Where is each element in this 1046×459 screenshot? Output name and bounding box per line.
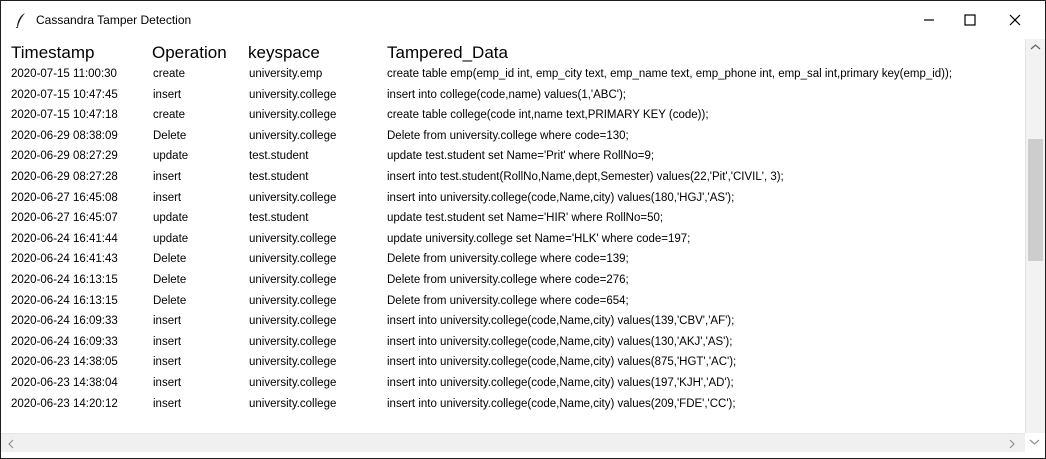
arrow-down-icon[interactable]: [1029, 438, 1040, 446]
header-operation: Operation: [152, 43, 227, 62]
vertical-scroll-thumb[interactable]: [1028, 139, 1043, 261]
arrow-left-icon[interactable]: [7, 439, 15, 449]
cell-operation: create: [153, 109, 185, 122]
cell-operation: insert: [153, 171, 182, 183]
cell-operation: Delete: [153, 253, 187, 266]
table-row[interactable]: [5, 168, 1025, 188]
minimize-button[interactable]: [915, 9, 943, 31]
cell-timestamp: 2020-06-29 08:27:29: [11, 150, 118, 163]
table-row[interactable]: [5, 271, 1025, 291]
cell-keyspace: test.student: [249, 171, 309, 183]
cell-timestamp: 2020-06-23 14:20:12: [11, 397, 118, 410]
arrow-right-icon[interactable]: [1008, 439, 1016, 449]
cell-keyspace: university.college: [249, 356, 337, 369]
cell-operation: update: [153, 232, 189, 245]
cell-tampered-data: insert into university.college(code,Name,city) values(209,'FDE','CC');: [387, 397, 736, 410]
cell-timestamp: 2020-07-15 11:00:30: [11, 68, 117, 80]
table-row[interactable]: [5, 353, 1025, 373]
cell-keyspace: university.college: [249, 109, 337, 122]
cell-tampered-data: Delete from university.college where code=654;: [387, 294, 629, 307]
cell-tampered-data: create table college(code int,name text,PRIMARY KEY (code));: [387, 109, 709, 122]
table-row[interactable]: [5, 292, 1025, 312]
table-row[interactable]: [5, 65, 1025, 85]
cell-operation: update: [153, 212, 189, 225]
cell-tampered-data: update test.student set Name='Prit' where RollNo=9;: [387, 150, 655, 163]
cell-timestamp: 2020-06-29 08:38:09: [11, 129, 118, 142]
cell-keyspace: university.college: [249, 129, 337, 142]
vertical-scrollbar[interactable]: [1025, 39, 1045, 433]
header-keyspace: keyspace: [248, 43, 320, 62]
cell-tampered-data: insert into test.student(RollNo,Name,dept,Semester) values(22,'Pit','CIVIL', 3);: [387, 171, 784, 183]
cell-operation: create: [153, 68, 185, 80]
cell-keyspace: university.college: [249, 191, 337, 204]
cell-operation: insert: [153, 377, 182, 389]
log-table: [5, 39, 1025, 434]
cell-timestamp: 2020-06-24 16:09:33: [11, 315, 118, 328]
table-row[interactable]: [5, 106, 1025, 126]
cell-operation: insert: [153, 191, 182, 204]
cell-keyspace: test.student: [249, 150, 309, 163]
cell-timestamp: 2020-06-23 14:38:04: [11, 377, 118, 389]
cell-timestamp: 2020-06-27 16:45:07: [11, 212, 118, 225]
cell-keyspace: university.college: [249, 294, 337, 307]
table-row[interactable]: [5, 127, 1025, 147]
cell-tampered-data: create table emp(emp_id int, emp_city text, emp_name text, emp_phone int, emp_sal int,primary key(emp_id));: [387, 68, 953, 80]
cell-operation: update: [153, 150, 189, 163]
cell-operation: Delete: [153, 129, 187, 142]
feather-icon: [15, 12, 27, 28]
table-row[interactable]: [5, 209, 1025, 229]
cell-keyspace: university.college: [249, 253, 337, 266]
table-row[interactable]: [5, 230, 1025, 250]
cell-keyspace: university.college: [249, 232, 337, 245]
close-button[interactable]: [1001, 9, 1029, 31]
cell-operation: insert: [153, 356, 182, 369]
header-timestamp: Timestamp: [11, 43, 95, 62]
table-row[interactable]: [5, 374, 1025, 394]
cell-timestamp: 2020-06-24 16:13:15: [11, 294, 118, 307]
cell-keyspace: university.college: [249, 88, 337, 101]
cell-timestamp: 2020-06-23 14:38:05: [11, 356, 118, 369]
cell-timestamp: 2020-06-24 16:41:43: [11, 253, 118, 266]
table-row[interactable]: [5, 86, 1025, 106]
cell-operation: Delete: [153, 294, 187, 307]
table-row[interactable]: [5, 395, 1025, 415]
cell-keyspace: university.college: [249, 377, 337, 389]
table-row[interactable]: [5, 250, 1025, 270]
maximize-button[interactable]: [956, 9, 984, 31]
cell-tampered-data: insert into college(code,name) values(1,'ABC');: [387, 88, 626, 101]
window-title: Cassandra Tamper Detection: [36, 13, 192, 27]
cell-keyspace: university.college: [249, 274, 337, 286]
cell-tampered-data: update test.student set Name='HIR' where RollNo=50;: [387, 212, 664, 225]
cell-tampered-data: insert into university.college(code,Name,city) values(130,'AKJ','AS');: [387, 335, 733, 348]
cell-tampered-data: Delete from university.college where code=139;: [387, 253, 629, 266]
cell-operation: insert: [153, 335, 182, 348]
cell-timestamp: 2020-06-27 16:45:08: [11, 191, 118, 204]
horizontal-scrollbar[interactable]: [1, 433, 1025, 452]
cell-keyspace: university.college: [249, 397, 337, 410]
table-row[interactable]: [5, 333, 1025, 353]
arrow-up-icon[interactable]: [1030, 43, 1041, 51]
cell-keyspace: university.college: [249, 335, 337, 348]
cell-tampered-data: Delete from university.college where code=130;: [387, 129, 629, 142]
cell-timestamp: 2020-07-15 10:47:45: [11, 88, 118, 101]
cell-operation: insert: [153, 88, 182, 101]
cell-keyspace: test.student: [249, 212, 309, 225]
cell-tampered-data: insert into university.college(code,Name,city) values(139,'CBV','AF');: [387, 315, 735, 328]
cell-tampered-data: insert into university.college(code,Name,city) values(180,'HGJ','AS');: [387, 191, 735, 204]
cell-timestamp: 2020-07-15 10:47:18: [11, 109, 118, 122]
cell-timestamp: 2020-06-24 16:13:15: [11, 274, 118, 286]
header-tampered-data: Tampered_Data: [387, 43, 508, 62]
cell-operation: insert: [153, 397, 182, 410]
cell-tampered-data: Delete from university.college where code=276;: [387, 274, 629, 286]
cell-timestamp: 2020-06-24 16:09:33: [11, 335, 118, 348]
table-row[interactable]: [5, 312, 1025, 332]
cell-timestamp: 2020-06-24 16:41:44: [11, 232, 118, 245]
cell-keyspace: university.college: [249, 315, 337, 328]
cell-operation: Delete: [153, 274, 187, 286]
title-bar[interactable]: [1, 1, 1045, 39]
cell-operation: insert: [153, 315, 182, 328]
cell-timestamp: 2020-06-29 08:27:28: [11, 171, 118, 183]
cell-tampered-data: insert into university.college(code,Name,city) values(197,'KJH','AD');: [387, 377, 734, 389]
cell-tampered-data: insert into university.college(code,Name,city) values(875,'HGT','AC');: [387, 356, 737, 369]
cell-tampered-data: update university.college set Name='HLK' where code=197;: [387, 232, 691, 245]
table-row[interactable]: [5, 189, 1025, 209]
cell-keyspace: university.emp: [249, 68, 323, 80]
table-row[interactable]: [5, 147, 1025, 167]
